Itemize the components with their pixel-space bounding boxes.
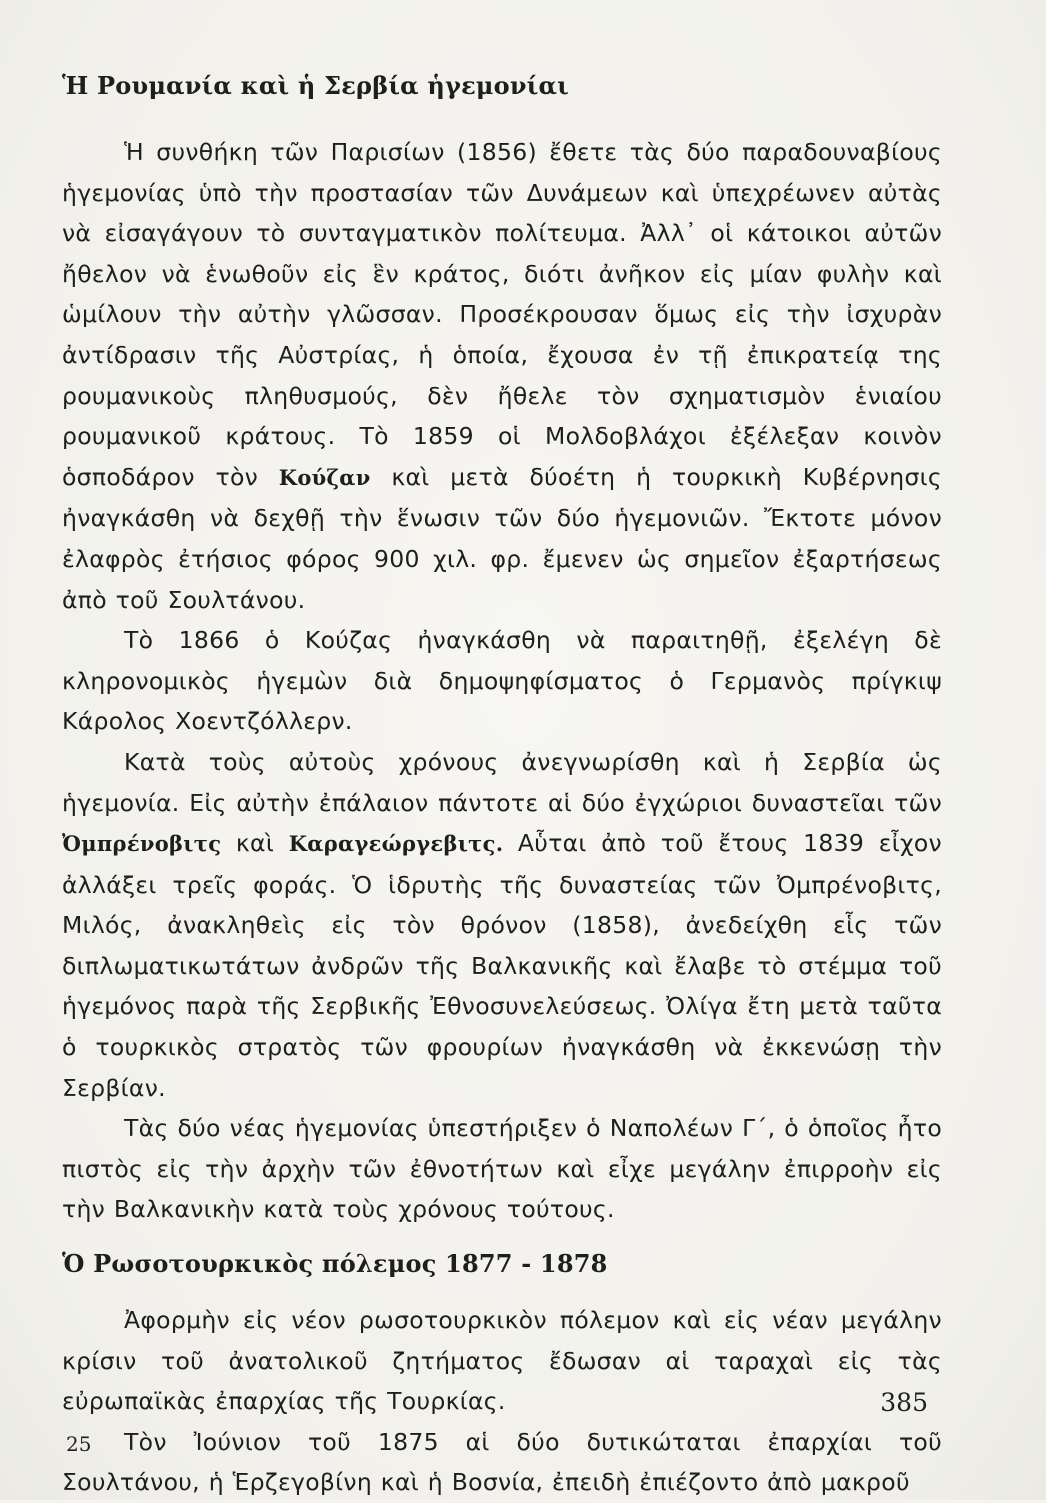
bold-name-kouzas: Κούζαν [278, 464, 371, 490]
paragraph-text: Κατὰ τοὺς αὐτοὺς χρόνους ἀνεγνωρίσθη καὶ ἡ Σερβία ὡς ἡγεμονία. Εἰς αὐτὴν ἐπάλαιον πάντοτε αἱ δύο ἐγχώριοι δυναστεῖαι τῶν [62, 747, 942, 817]
paragraph-text: Ἡ συνθήκη τῶν Παρισίων (1856) ἔθετε τὰς δύο παραδουναβίους ἡγεμονίας ὑπὸ τὴν προστασίαν τῶν Δυνάμεων καὶ ὑπεχρέωνεν αὐτὰς νὰ εἰσαγάγουν τὸ συνταγματικὸν πολίτευμα. Ἀλλ᾿ οἱ κάτοικοι αὐτῶν ἤθελον νὰ ἑνωθοῦν εἰς ἓν κράτος, διότι ἀνῆκον εἰς μίαν φυλὴν καὶ ὡμίλουν τὴν αὐτὴν γλῶσσαν. Προσέκρουσαν ὅμως εἰς τὴν ἰσχυρὰν ἀντίδρασιν τῆς Αὐστρίας, ἡ ὁποία, ἔχουσα ἐν τῇ ἐπικρατείᾳ της ρουμανικοὺς πληθυσμούς, δὲν ἤθελε τὸν σχηματισμὸν ἑνιαίου ρουμανικοῦ κράτους. Τὸ 1859 οἱ Μολδοβλάχοι ἐξέλεξαν κοινὸν ὁσποδάρον τὸν [62, 138, 942, 491]
bold-name-karadjordjevic: Καραγεώργεβιτς. [288, 831, 504, 857]
paragraph-serbia-principality [62, 742, 942, 1108]
paragraph-kouzas-abdication: Τὸ 1866 ὁ Κούζας ἠναγκάσθη νὰ παραιτηθῇ, ἐξελέγη δὲ κληρονομικὸς ἡγεμὼν διὰ δημοψηφίσματος ὁ Γερμανὸς πρίγκιψ Κάρολος Χοεντζόλλερν. [62, 626, 942, 736]
signature-mark: 25 [66, 1432, 92, 1456]
paragraph-text: καὶ μετὰ δύοέτη ἡ τουρκικὴ Κυβέρνησις ἠναγκάσθη νὰ δεχθῇ τὴν ἕνωσιν τῶν δύο ἡγεμονιῶν. Ἔκτοτε μόνον ἐλαφρὸς ἐτήσιος φόρος 900 χιλ. φρ. ἔμενεν ὡς σημεῖον ἐξαρτήσεως ἀπὸ τοῦ Σουλτάνου. [62, 462, 942, 614]
paragraph-war-cause: Ἀφορμὴν εἰς νέον ρωσοτουρκικὸν πόλεμον καὶ εἰς νέαν μεγάλην κρίσιν τοῦ ἀνατολικοῦ ζητήματος ἔδωσαν αἱ ταραχαὶ εἰς τὰς εὐρωπαϊκὰς ἐπαρχίας τῆς Τουρκίας. [62, 1306, 942, 1416]
paragraph-napoleon-support: Τὰς δύο νέας ἡγεμονίας ὑπεστήριξεν ὁ Ναπολέων Γ΄, ὁ ὁποῖος ἦτο πιστὸς εἰς τὴν ἀρχὴν τῶν ἐθνοτήτων καὶ εἶχε μεγάλην ἐπιρροὴν εἰς τὴν Βαλκανικὴν κατὰ τοὺς χρόνους τούτους. [62, 1114, 942, 1224]
section-heading-russo-turkish-war: Ὁ Ρωσοτουρκικὸς πόλεμος 1877 - 1878 [62, 1249, 608, 1279]
bold-name-obrenovic: Ὀμπρένοβιτς [62, 831, 222, 857]
paragraph-paris-treaty [62, 132, 942, 620]
paragraph-herzegovina-bosnia: Τὸν Ἰούνιον τοῦ 1875 αἱ δύο δυτικώταται ἐπαρχίαι τοῦ Σουλτάνου, ἡ Ἑρζεγοβίνη καὶ ἡ Βοσνία, ἐπειδὴ ἐπιέζοντο ἀπὸ μακροῦ [62, 1427, 942, 1497]
page-number: 385 [880, 1388, 928, 1417]
paragraph-text: καὶ [235, 829, 275, 858]
section-heading-romania-serbia: Ἡ Ρουμανία καὶ ἡ Σερβία ἡγεμονίαι [62, 71, 569, 100]
page-text-block [62, 70, 942, 1503]
paragraph-text: Αὗται ἀπὸ τοῦ ἔτους 1839 εἶχον ἀλλάξει τρεῖς φοράς. Ὁ ἱδρυτὴς τῆς δυναστείας τῶν Ὀμπρένοβιτς, Μιλός, ἀνακληθεὶς εἰς τὸν θρόνον (1858), ἀνεδείχθη εἷς τῶν διπλωματικωτάτων ἀνδρῶν τῆς Βαλκανικῆς καὶ ἔλαβε τὸ στέμμα τοῦ ἡγεμόνος παρὰ τῆς Σερβικῆς Ἐθνοσυνελεύσεως. Ὀλίγα ἔτη μετὰ ταῦτα ὁ τουρκικὸς στρατὸς τῶν φρουρίων ἠναγκάσθη νὰ ἐκκενώσῃ τὴν Σερβίαν. [62, 829, 942, 1102]
